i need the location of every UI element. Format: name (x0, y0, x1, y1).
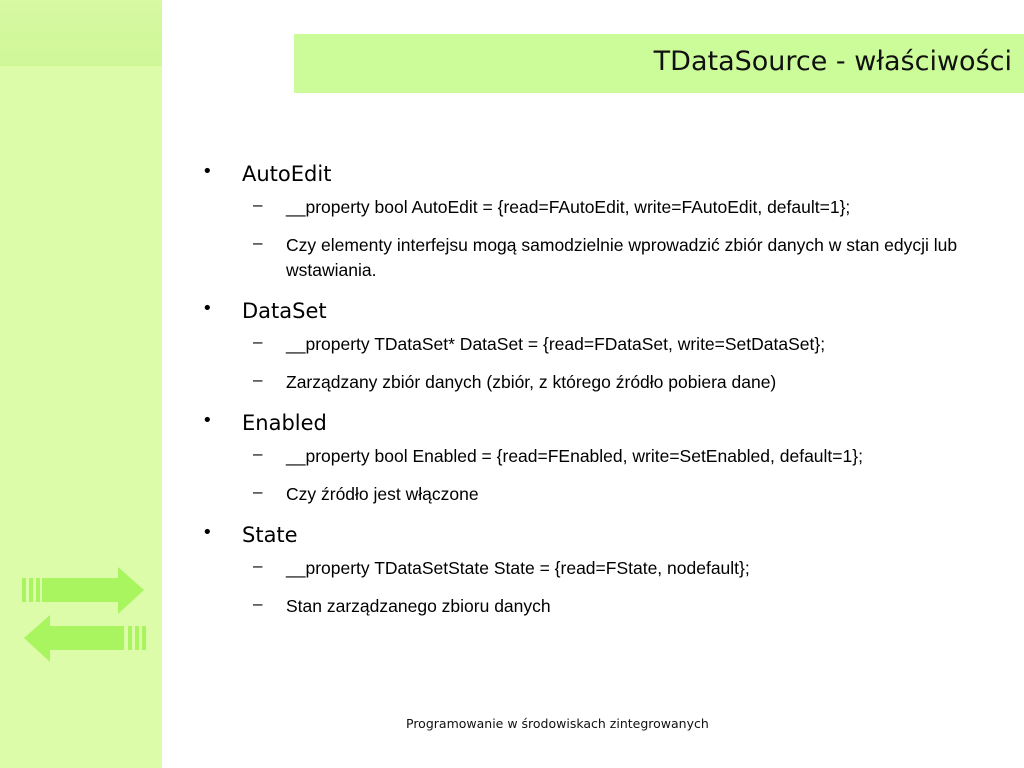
list-item-label: Enabled (242, 411, 327, 435)
navigation-arrows (22, 565, 148, 665)
sub-item-text: Czy elementy interfejsu mogą samodzielnie wprowadzić zbiór danych w stan edycji lub wstawiania. (286, 235, 958, 280)
dash: – (253, 370, 263, 389)
title-band (294, 34, 1024, 93)
bullet: • (202, 410, 213, 431)
dash: – (253, 233, 263, 252)
arrow-right-icon (22, 567, 144, 614)
bullet: • (202, 522, 213, 543)
slide-footer: Programowanie w środowiskach zintegrowanych (406, 716, 709, 731)
bullet: • (202, 298, 213, 319)
sub-item (200, 195, 990, 220)
dash: – (253, 332, 263, 351)
list-item (200, 521, 990, 619)
slide-title: TDataSource - właściwości (653, 46, 1012, 77)
sub-item-text: __property bool AutoEdit = {read=FAutoEdit, write=FAutoEdit, default=1}; (286, 197, 851, 217)
sub-item-text: __property TDataSetState State = {read=FState, nodefault}; (286, 558, 750, 578)
sub-item-text: Zarządzany zbiór danych (zbiór, z którego źródło pobiera dane) (286, 372, 777, 392)
sub-item (200, 332, 990, 357)
list-item (200, 297, 990, 395)
bullet: • (202, 161, 213, 182)
sub-item (200, 594, 990, 619)
list-item-label: State (242, 523, 298, 547)
dash: – (253, 195, 263, 214)
dash: – (253, 594, 263, 613)
dash: – (253, 556, 263, 575)
list-item-label: AutoEdit (242, 162, 332, 186)
sidebar-top-block (0, 0, 162, 66)
list-item (200, 160, 990, 283)
sub-item (200, 482, 990, 507)
sub-item (200, 556, 990, 581)
sub-item-text: Czy źródło jest włączone (286, 484, 479, 504)
dash: – (253, 444, 263, 463)
arrow-left-icon (24, 615, 146, 662)
bullet-list (200, 160, 990, 633)
list-item (200, 409, 990, 507)
sub-item (200, 444, 990, 469)
dash: – (253, 482, 263, 501)
list-item-label: DataSet (242, 299, 327, 323)
sub-item-text: __property TDataSet* DataSet = {read=FDataSet, write=SetDataSet}; (286, 334, 826, 354)
sub-item-text: __property bool Enabled = {read=FEnabled, write=SetEnabled, default=1}; (286, 446, 863, 466)
sub-item (200, 370, 990, 395)
sub-item-text: Stan zarządzanego zbioru danych (286, 596, 551, 616)
sub-item (200, 233, 990, 283)
